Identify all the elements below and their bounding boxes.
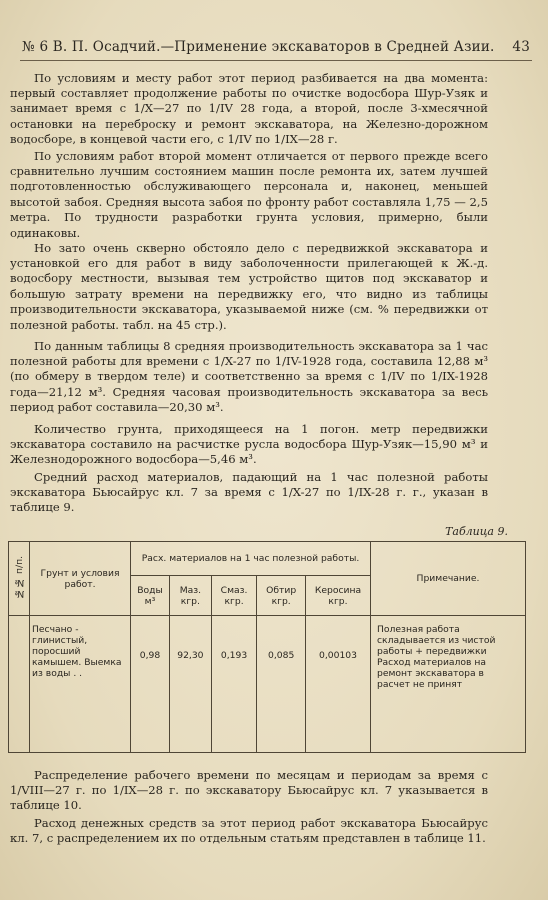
col-water-header: Воды м³ [131,576,170,616]
paragraph-1: По условиям и месту работ этот период разбивается на два момента: первый составляет продолжение работы по очистке водосбора Шур-Узяк и занимает время с 1/X—27 по 1/IV 28 года, а второй, после 3-хмесячной остановки на переброску и ремонт экскаватора, на Железно-дорожном водосборе, в концевой части его, с 1/IV по 1/IX—28 г. [10,70,488,147]
col-num-header: №№ п/п. [9,542,30,616]
col-oil-header: Маз. кгр. [169,576,211,616]
paragraph-5: Количество грунта, приходящееся на 1 погон. метр передвижки экскаватора составило на расчистке русла водосбора Шур-Узяк—15,90 м³ и Железнодорожного водосбора—5,46 м³. [10,421,488,467]
col-notes-header: Примечание. [371,542,526,616]
cell-oil: 92,30 [169,616,211,753]
header-title: № 6 В. П. Осадчий.—Применение экскаваторов в Средней Азии. [22,39,495,55]
running-header [22,39,530,55]
col-kerosene-header: Керосина кгр. [306,576,371,616]
paragraph-7: Распределение рабочего времени по месяцам и периодам за время с 1/VIII—27 г. по 1/IX—28 г. по экскаватору Бьюсайрус кл. 7 указывается в таблице 10. [10,767,488,813]
table-9 [8,541,526,753]
cell-num [9,616,30,753]
cell-notes: Полезная работа складывается из чистой работы + передвижки Расход материалов на ремонт экскаватора в расчет не принят [371,616,526,753]
table-row [9,616,526,753]
paragraph-4: По данным таблицы 8 средняя производительность экскаватора за 1 час полезной работы для времени с 1/X-27 по 1/IV-1928 года, составила 12,88 м³ (по обмеру в твердом теле) и соответственно за время с 1/IV по 1/IX-1928 года—21,12 м³. Средняя часовая производительность экскаватора за весь период работ составила—20,30 м³. [10,338,488,415]
col-group-header: Расх. материалов на 1 час полезной работы. [131,542,371,576]
cell-grease: 0,193 [211,616,256,753]
col-rags-header: Обтир кгр. [257,576,306,616]
cell-kerosene: 0,00103 [306,616,371,753]
paragraph-3: Но зато очень скверно обстояло дело с передвижкой экскаватора и установкой его для работ в виду заболоченности прилегающей к Ж.-д. водосбору местности, вызывая тем устройство щитов под экскаватор и большую затрату времени на передвижку его, что видно из таблицы производительности экскаватора, указываемой ниже (см. % передвижки от полезной работы. табл. на 45 стр.). [10,240,488,332]
col-soil-header: Грунт и условия работ. [30,542,131,616]
cell-rags: 0,085 [257,616,306,753]
paragraph-8: Расход денежных средств за этот период работ экскаватора Бьюсайрус кл. 7, с распределением их по отдельным статьям представлен в таблице 11. [10,815,488,845]
cell-water: 0,98 [131,616,170,753]
col-grease-header: Смаз. кгр. [211,576,256,616]
paragraph-6: Средний расход материалов, падающий на 1 час полезной работы экскаватора Бьюсайрус кл. 7 за время с 1/X-27 по 1/IX-28 г. г., указан в таблице 9. [10,469,488,515]
header-rule [20,60,532,61]
cell-soil: Песчано - глинистый, поросший камышем. Выемка из воды . . [30,616,131,753]
table-caption: Таблица 9. [445,525,508,538]
paragraph-2: По условиям работ второй момент отличается от первого прежде всего сравнительно лучшим состоянием машин после ремонта их, затем лучшей подготовленностью обслуживающего персонала и, наконец, меньшей высотой забоя. Средняя высота забоя по фронту работ составляла 1,75 — 2,5 метра. По трудности разработки грунта условия, примерно, были одинаковы. [10,148,488,240]
page-number: 43 [512,39,530,55]
